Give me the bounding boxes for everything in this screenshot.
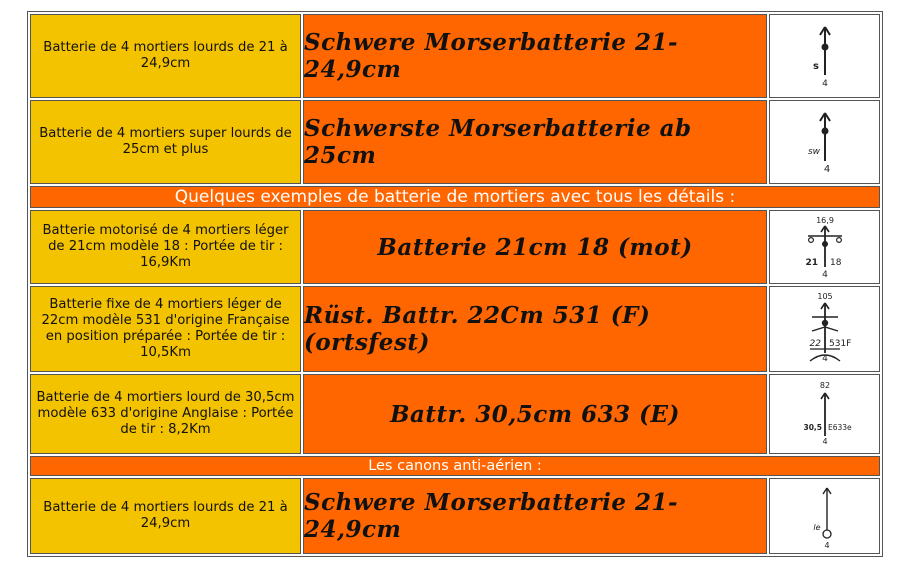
symbol-right-label: 18 — [829, 258, 841, 268]
symbol-top-label: 16,9 — [815, 216, 834, 225]
section-banner-row — [30, 456, 880, 476]
french-description: Batterie motorisé de 4 mortiers léger de 21cm modèle 18 : Portée de tir : 16,9Km — [30, 210, 301, 284]
super-heavy-mortar-symbol-icon — [795, 107, 855, 177]
tactical-symbol-cell — [769, 210, 880, 284]
symbol-bottom-label: 4 — [821, 354, 828, 364]
symbol-left-label: le — [812, 523, 821, 532]
antiaircraft-symbol-icon — [795, 480, 855, 552]
symbol-left-label: s — [812, 61, 819, 72]
tactical-symbol-cell — [769, 478, 880, 554]
motorized-mortar-symbol-icon — [790, 213, 860, 281]
symbol-bottom-label: 4 — [823, 164, 830, 175]
symbol-bottom-label: 4 — [821, 437, 828, 446]
french-description: Batterie de 4 mortiers lourds de 21 à 24,9cm — [30, 478, 301, 554]
french-description: Batterie de 4 mortiers lourds de 21 à 24,9cm — [30, 14, 301, 98]
symbol-top-label: 105 — [816, 292, 833, 301]
tactical-symbol-cell — [769, 374, 880, 454]
fixed-mortar-symbol-icon — [788, 289, 862, 369]
table-row — [30, 478, 880, 554]
german-designation: Rüst. Battr. 22Cm 531 (F) (ortsfest) — [303, 286, 767, 372]
symbol-right-label: 531F — [828, 339, 851, 349]
symbol-left-label: 21 — [804, 258, 818, 268]
german-designation: Battr. 30,5cm 633 (E) — [303, 374, 767, 454]
symbol-bottom-label: 4 — [823, 541, 830, 550]
table-row — [30, 374, 880, 454]
symbol-bottom-label: 4 — [821, 79, 828, 89]
table-row — [30, 286, 880, 372]
german-designation: Schwere Morserbatterie 21-24,9cm — [303, 478, 767, 554]
symbol-top-label: 82 — [819, 381, 830, 390]
english-mortar-symbol-icon — [787, 378, 863, 450]
german-designation: Schwerste Morserbatterie ab 25cm — [303, 100, 767, 184]
symbol-bottom-label: 4 — [821, 270, 828, 280]
symbol-left-label: sw — [807, 147, 820, 157]
heavy-mortar-symbol-icon — [795, 21, 855, 91]
symbol-left-label: 30,5 — [802, 423, 822, 432]
french-description: Batterie de 4 mortiers lourd de 30,5cm modèle 633 d'origine Anglaise : Portée de tir : 8,2Km — [30, 374, 301, 454]
section-banner-row — [30, 186, 880, 208]
antiaircraft-banner: Les canons anti-aérien : — [30, 456, 880, 476]
french-description: Batterie fixe de 4 mortiers léger de 22cm modèle 531 d'origine Française en position préparée : Portée de tir : 10,5Km — [30, 286, 301, 372]
tactical-symbol-cell — [769, 14, 880, 98]
mortar-battery-table — [27, 11, 883, 557]
german-designation: Batterie 21cm 18 (mot) — [303, 210, 767, 284]
symbol-right-label: E633e — [827, 423, 852, 432]
table-row — [30, 210, 880, 284]
tactical-symbol-cell — [769, 100, 880, 184]
examples-banner: Quelques exemples de batterie de mortiers avec tous les détails : — [30, 186, 880, 208]
table-row — [30, 14, 880, 98]
tactical-symbol-cell — [769, 286, 880, 372]
symbol-left-label: 22 — [809, 339, 821, 349]
french-description: Batterie de 4 mortiers super lourds de 25cm et plus — [30, 100, 301, 184]
german-designation: Schwere Morserbatterie 21-24,9cm — [303, 14, 767, 98]
table-row — [30, 100, 880, 184]
